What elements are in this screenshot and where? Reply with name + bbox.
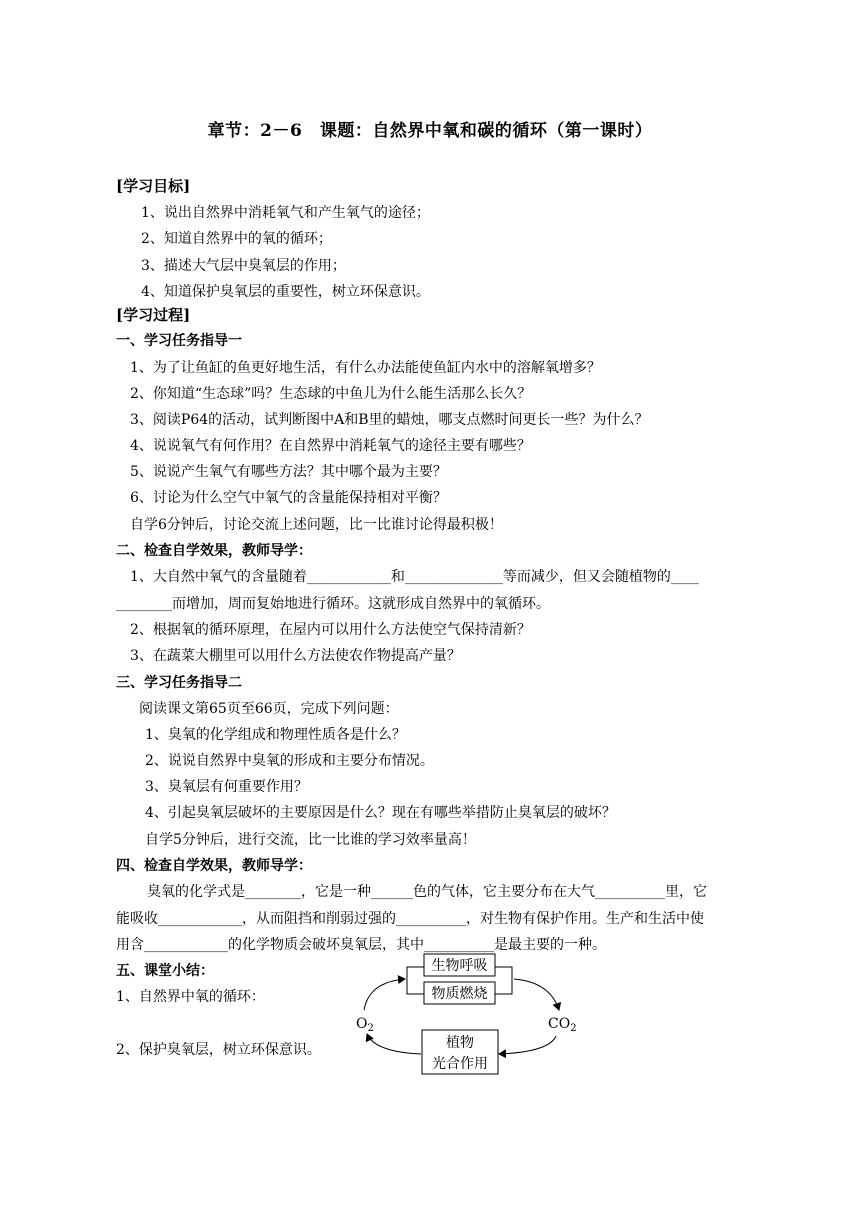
objective-item: 4、知道保护臭氧层的重要性，树立环保意识。: [141, 284, 430, 300]
section1-note: 自学6分钟后，讨论交流上述问题，比一比谁讨论得最积极！: [130, 517, 503, 533]
section3-intro: 阅读课文第65页至66页，完成下列问题：: [139, 701, 399, 717]
objectives-heading: [学习目标]: [116, 177, 191, 195]
oxygen-cycle-diagram: [345, 946, 605, 1078]
process-heading: [学习过程]: [116, 306, 191, 324]
section1-heading: 一、学习任务指导一: [116, 333, 242, 349]
section3-note: 自学5分钟后，进行交流，比一比谁的学习效率量高！: [145, 832, 476, 848]
photosynthesis-label: 光合作用: [432, 1056, 488, 1072]
section2-heading: 二、检查自学效果，教师导学：: [116, 543, 312, 559]
section4-heading: 四、检查自学效果，教师导学：: [116, 858, 312, 874]
objective-item: 3、描述大气层中臭氧层的作用；: [141, 258, 346, 274]
section1-item: 6、讨论为什么空气中氧气的含量能保持相对平衡？: [130, 490, 447, 506]
summary-item: 1、自然界中氧的循环：: [116, 989, 265, 1005]
section1-item: 2、你知道“生态球”吗？生态球的中鱼儿为什么能生活那么长久？: [130, 386, 532, 402]
arrow-photosynthesis-to-o2: [367, 1034, 421, 1054]
section3-item: 3、臭氧层有何重要作用？: [145, 779, 308, 795]
section1-item: 5、说说产生氧气有哪些方法？其中哪个最为主要？: [130, 464, 447, 480]
combustion-label: 物质燃烧: [431, 986, 488, 1002]
section2-line3: 3、在蔬菜大棚里可以用什么方法使农作物提高产量？: [130, 648, 461, 664]
section5-heading: 五、课堂小结：: [116, 963, 214, 979]
section3-item: 4、引起臭氧层破坏的主要原因是什么？现在有哪些举措防止臭氧层的破坏？: [145, 805, 616, 821]
objective-item: 2、知道自然界中的氧的循环；: [141, 231, 332, 247]
section2-line1-continued: ________而增加，周而复始地进行循环。这就形成自然界中的氧循环。: [116, 596, 550, 612]
section3-item: 2、说说自然界中臭氧的形成和主要分布情况。: [145, 753, 434, 769]
section4-line: 用含____________的化学物质会破坏臭氧层，其中__________是最主要的一种。: [116, 937, 606, 953]
summary-item: 2、保护臭氧层，树立环保意识。: [116, 1042, 321, 1058]
section2-line2: 2、根据氧的循环原理，在屋内可以用什么方法使空气保持清新？: [130, 622, 531, 638]
bracket-right: [495, 967, 512, 994]
respiration-label: 生物呼吸: [431, 958, 488, 974]
section1-item: 4、说说氧气有何作用？在自然界中消耗氧气的途径主要有哪些？: [130, 438, 531, 454]
co2-label: $CO_2$: [548, 1016, 577, 1034]
section1-item: 3、阅读P64的活动，试判断图中A和B里的蜡烛，哪支点燃时间更长一些？为什么？: [130, 412, 649, 428]
plant-label: 植物: [446, 1035, 474, 1051]
section2-line1: 1、大自然中氧气的含量随着____________和______________等而减少，但又会随植物的____: [130, 569, 699, 585]
section1-item: 1、为了让鱼缸的鱼更好地生活，有什么办法能使鱼缸内水中的溶解氧增多？: [130, 360, 601, 376]
bracket-left: [407, 967, 424, 994]
section3-item: 1、臭氧的化学组成和物理性质各是什么？: [145, 727, 406, 743]
objective-item: 1、说出自然界中消耗氧气和产生氧气的途径；: [141, 205, 430, 221]
section4-line: 能吸收____________，从而阻挡和削弱过强的__________，对生物有保护作用。生产和生活中使: [116, 911, 704, 927]
page-title: 章节：2－6 课题：自然界中氧和碳的循环（第一课时）: [207, 121, 653, 141]
arrow-co2-to-photosynthesis: [499, 1036, 556, 1054]
section4-line: 臭氧的化学式是________，它是一种______色的气体，它主要分布在大气__________里，它: [147, 884, 707, 900]
section3-heading: 三、学习任务指导二: [116, 675, 242, 691]
arrow-consumption-to-co2: [514, 979, 559, 1010]
arrow-o2-to-consumption: [364, 979, 405, 1010]
o2-label: $O_2$: [356, 1016, 374, 1034]
